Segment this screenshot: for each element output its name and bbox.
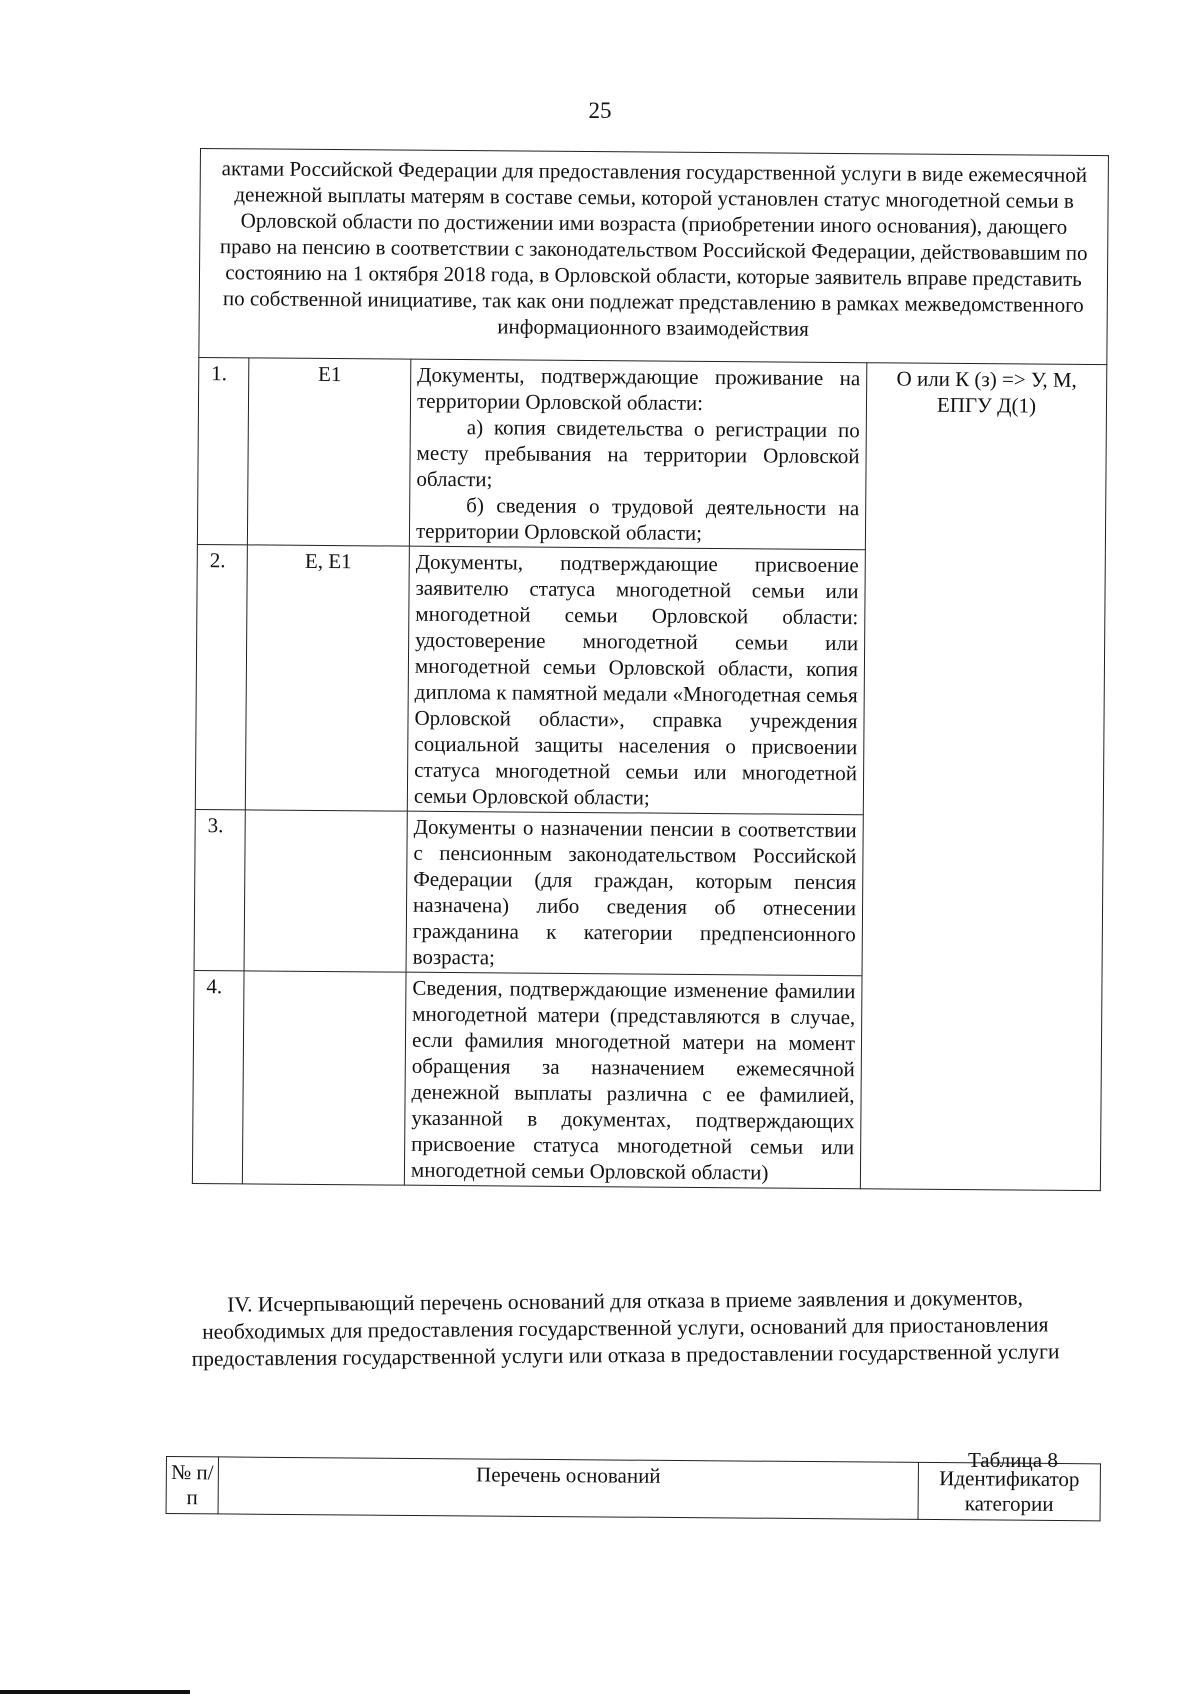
grounds-table [166,1456,1101,1521]
row-number: 3. [194,809,245,970]
table-header-row [199,149,1109,365]
section-heading: IV. Исчерпывающий перечень оснований для отказа в приеме заявления и документов, необходимых для предоставления государственной услуги, оснований для приостановления предоставления государственной услуги или отказа в предоставлении государственной услуги [191,1285,1060,1371]
document-description: Документы, подтверждающие присвоение заявителю статуса многодетной семьи или многодетной семьи Орловской области: удостоверение многодетной семьи или многодетной семьи Орловской области, копия диплома к памятной медали «Многодетная семья Орловской области», справка учреждения социальной защиты населения о присвоении статуса многодетной семьи или многодетной семьи Орловской области; [407,546,865,815]
submission-method: О или К (з) => У, М, ЕПГУ Д(1) [860,363,1106,1191]
bottom-scan-line [0,1690,190,1694]
table-row [197,357,1106,551]
document-description: Сведения, подтверждающие изменение фамилии многодетной матери (представляются в случае, если фамилия многодетной матери на момент обращения за назначением ежемесячной денежной выплаты различна с ее фамилией, указанной в документах, подтверждающих присвоение статуса многодетной семьи или многодетной семьи Орловской области) [404,972,862,1189]
document-intro: Документы, подтверждающие проживание на территории Орловской области: [416,362,861,415]
document-item-b: б) сведения о трудовой деятельности на территории Орловской области; [415,493,860,545]
page-number: 25 [588,98,612,123]
document-item-a: а) копия свидетельства о регистрации по месту пребывания на территории Орловской области; [416,415,860,492]
category-code: Е1 [247,358,410,546]
category-code: Е, Е1 [245,545,409,811]
category-code [242,971,406,1185]
column-identifier-header: Идентификатор категории [918,1462,1100,1520]
row-number: 2. [195,544,247,809]
column-number-header: № п/п [166,1457,218,1514]
category-code [244,810,407,972]
row-number: 4. [192,970,244,1183]
table8-header-row [166,1457,1100,1521]
document-description: Документы о назначении пенсии в соответствии с пенсионным законодательством Российской Федерации (для граждан, которым пенсия назначена) либо сведения об отнесении гражданина к категории предпенсионного возраста; [406,811,863,976]
row-number: 1. [197,357,248,544]
column-grounds-header: Перечень оснований [218,1457,918,1519]
table-caption: Таблица 8 [968,1448,1058,1472]
document-description [409,359,866,550]
documents-table [192,148,1109,1191]
table-header-text: актами Российской Федерации для предоставления государственной услуги в виде ежемесячной денежной выплаты матерям в составе семьи, которой установлен статус многодетной семьи в Орловской области по достижении ими возраста (приобретении иного основания), дающего право на пенсию в соответствии с законодательством Российской Федерации, действовавшим по состоянию на 1 октября 2018 года, в Орловской области, которые заявитель вправе представить по собственной инициативе, так как они подлежат представлению в рамках межведомственного информационного взаимодействия [199,149,1109,365]
